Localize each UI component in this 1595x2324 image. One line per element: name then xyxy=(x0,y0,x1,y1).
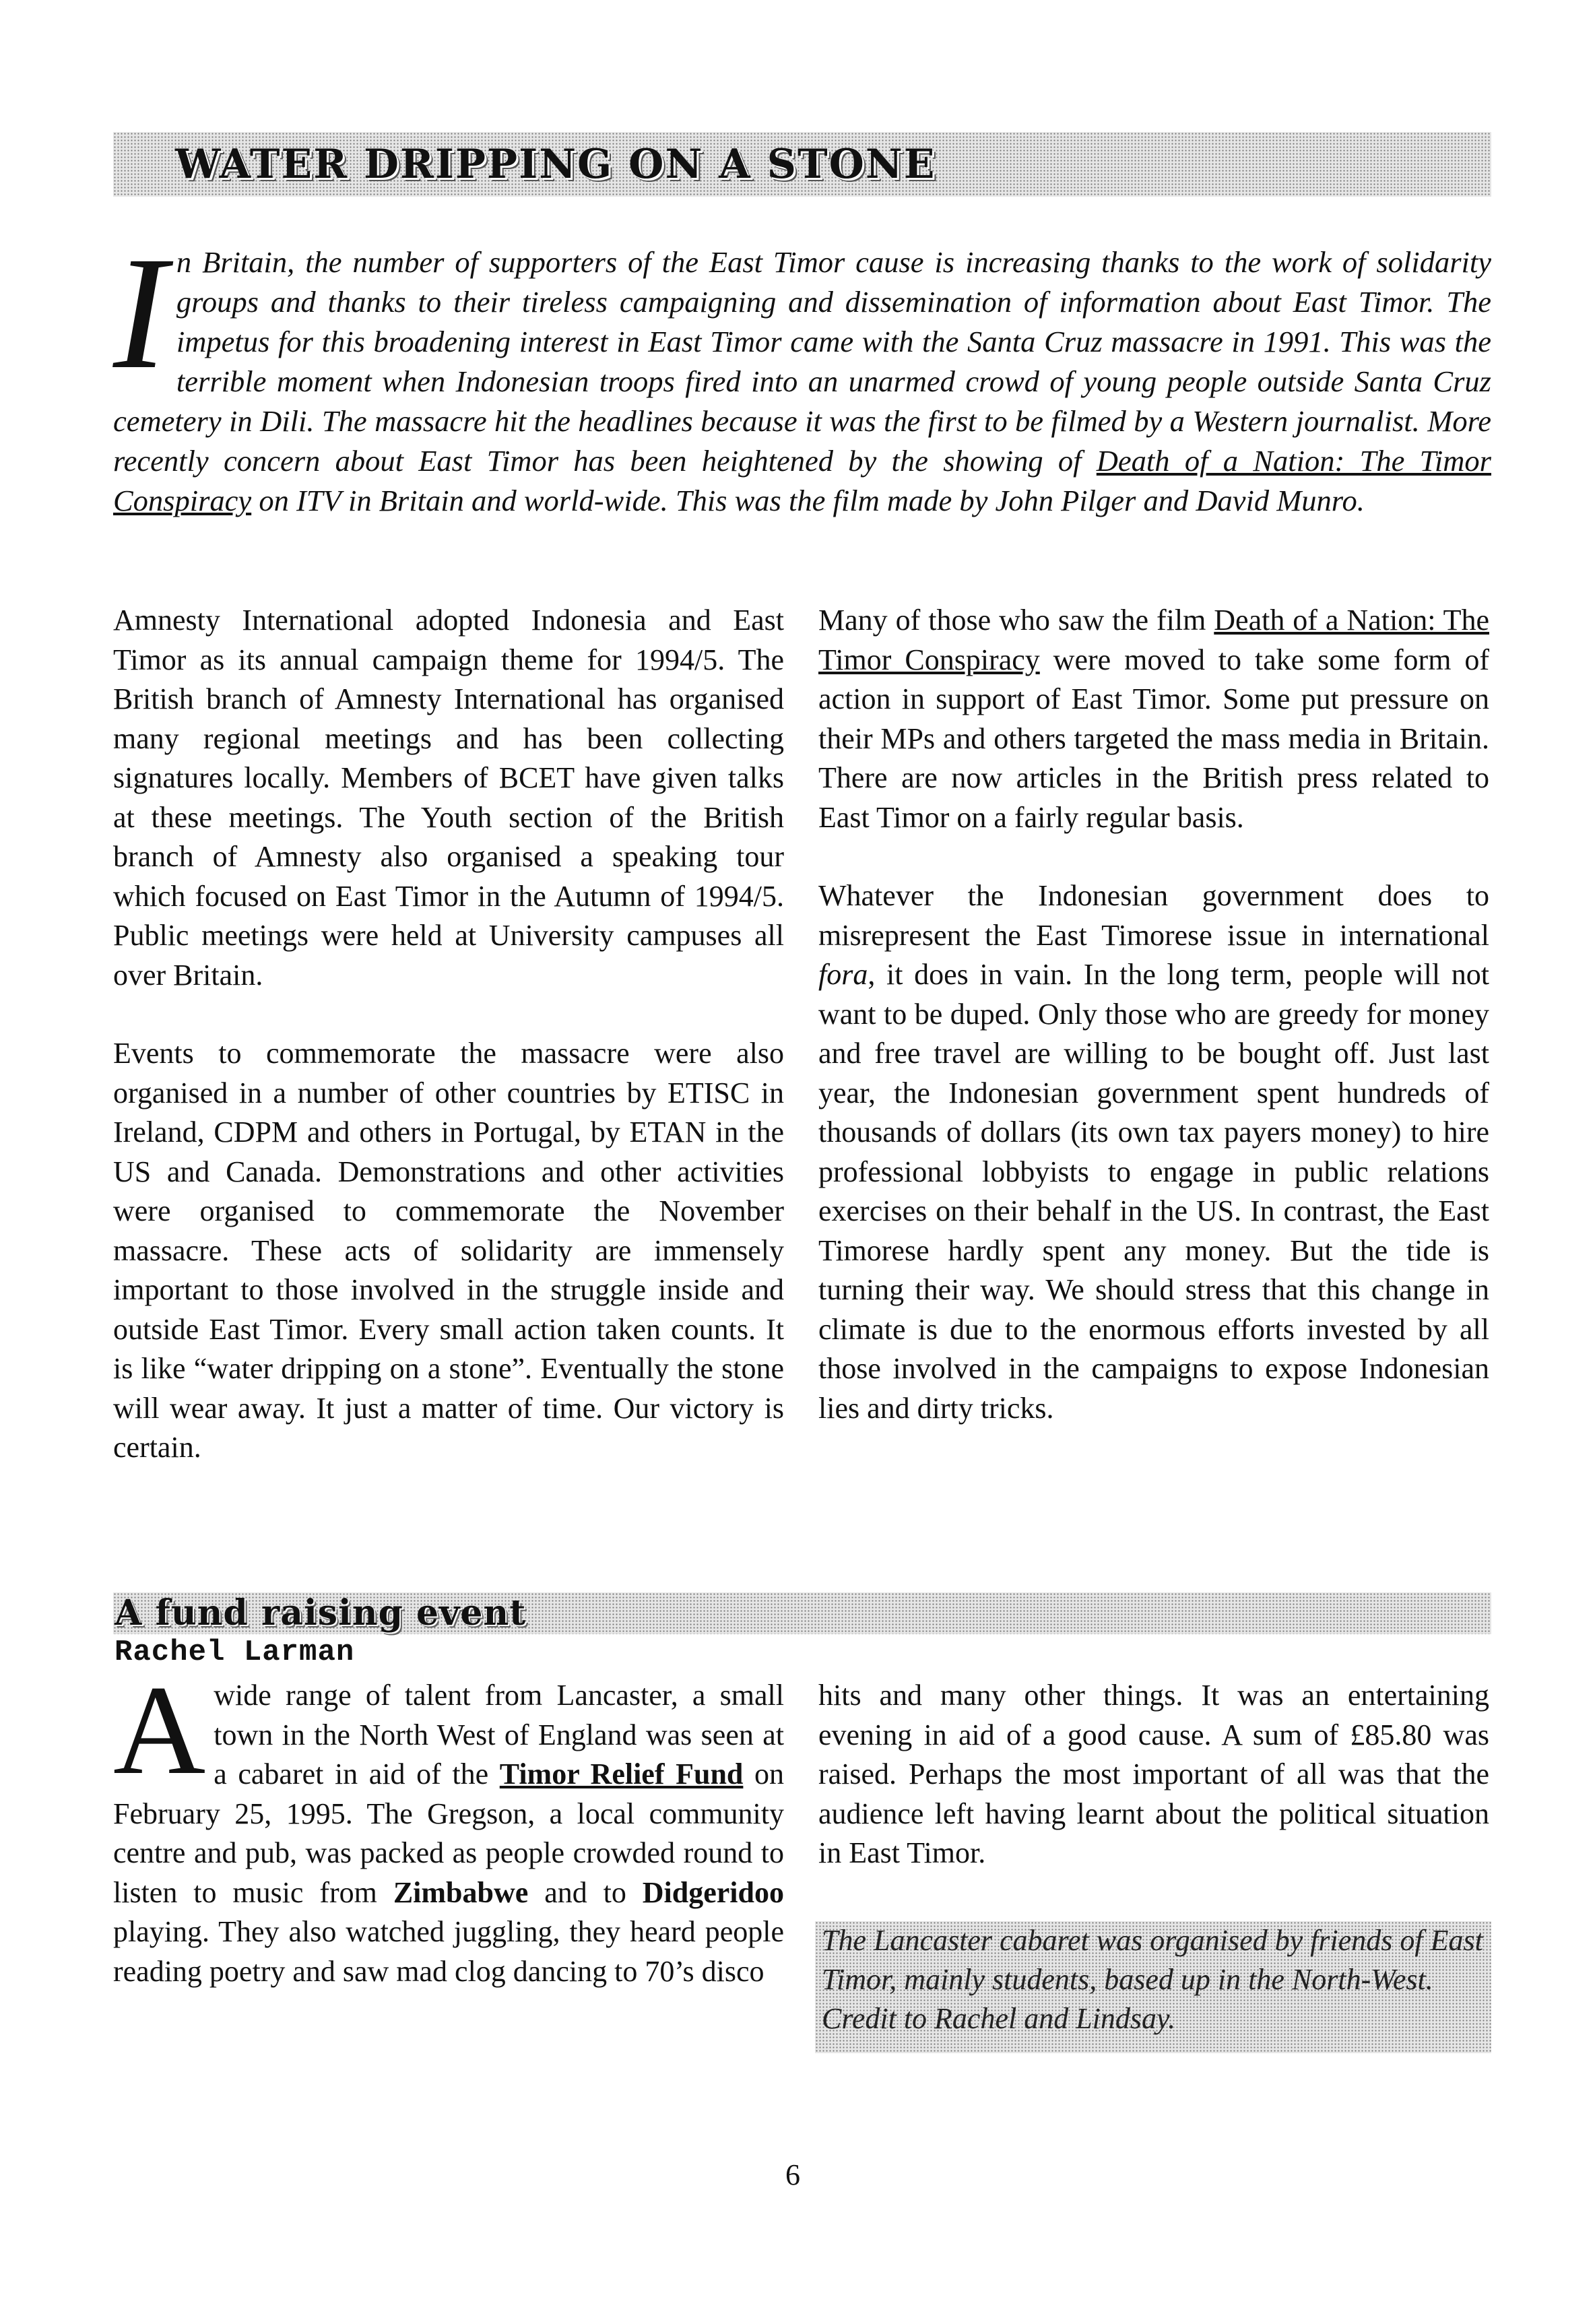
left-paragraph-1: Amnesty International adopted Indonesia and East Timor as its annual campaign theme for 1994/5. The British branch of Amnesty International has organised many regional meetings and has been collecting signatures locally. Members of BCET have given talks at these meetings. The Youth section of the British branch of Amnesty also organised a speaking tour which focused on East Timor in the Autumn of 1994/5. Public meetings were held at University campuses all over Britain. xyxy=(113,604,784,992)
callout-box xyxy=(815,1921,1491,2053)
left-paragraph-2: Events to commemorate the massacre were also organised in a number of other countries by ETISC in Ireland, CDPM and others in Portugal, by ETAN in the US and Canada. Demonstrations and other activities were organised to commemorate the November massacre. These acts of solidarity are immensely important to those involved in the struggle inside and outside East Timor. Every small action taken counts. It is like “water dripping on a stone”. Eventually the stone will wear away. It just a matter of time. Our victory is certain. xyxy=(113,1037,784,1464)
title-banner xyxy=(113,132,1491,197)
fund-dropcap: A xyxy=(113,1660,206,1801)
right-paragraph-1 xyxy=(818,601,1489,837)
right-p2-fora: fora xyxy=(818,958,868,991)
fund-right-paragraph: hits and many other things. It was an entertaining evening in aid of a good cause. A sum of £85.80 was raised. Perhaps the most important of all was that the audience left having learnt about the political situation in East Timor. xyxy=(818,1679,1489,1869)
intro-text-b: on ITV in Britain and world-wide. This was the film made by John Pilger and David Munro. xyxy=(251,484,1365,517)
right-p1-film-title: Death of a Nation: The Timor Conspiracy xyxy=(818,604,1489,676)
right-column xyxy=(818,601,1489,1467)
callout-text: The Lancaster cabaret was organised by friends of East Timor, mainly students, based up in the North-West. Credit to Rachel and Lindsay. xyxy=(822,1924,1483,2035)
fund-paragraph xyxy=(113,1660,784,1991)
section-banner xyxy=(113,1592,1491,1634)
right-p2-text-b: , it does in vain. In the long term, people will not want to be duped. Only those who are greedy for money and free travel are willing to be bought off. Just last year, the Indonesian government spent hundreds of thousands of dollars (its own tax payers money) to hire professional lobbyists to engage in public relations exercises on their behalf in the US. In contrast, the East Timorese hardly spent any money. But the tide is turning their way. We should stress that this change in climate is due to the enormous efforts invested by all those involved in the campaigns to expose Indonesian lies and dirty tricks. xyxy=(818,958,1489,1425)
fund-name: Timor Relief Fund xyxy=(499,1757,744,1790)
fund-didgeridoo: Didgeridoo xyxy=(642,1875,784,1909)
section-title: A fund raising event xyxy=(115,1592,527,1634)
page-number: 6 xyxy=(785,2158,800,2191)
fund-text-b: on February 25, 1995. The Gregson, a local community centre and pub, was packed as people crowded round to listen to music from xyxy=(113,1757,784,1909)
intro-paragraph xyxy=(113,223,1491,521)
fund-text-d: playing. They also watched juggling, they heard people reading poetry and saw mad clog dancing to 70’s disco xyxy=(113,1915,784,1988)
fund-zimbabwe: Zimbabwe xyxy=(393,1875,529,1909)
left-column xyxy=(113,601,784,1507)
byline: Rachel Larman xyxy=(115,1636,355,1669)
fund-left-column xyxy=(113,1660,784,2030)
right-p1-text-a: Many of those who saw the film xyxy=(818,604,1214,637)
intro-film-title: Death of a Nation: The Timor Conspiracy xyxy=(113,444,1491,517)
fund-right-column xyxy=(818,1676,1489,1912)
right-p2-text-a: Whatever the Indonesian government does to misrepresent the East Timorese issue in international xyxy=(818,879,1489,952)
right-p1-text-b: were moved to take some form of action in support of East Timor. Some put pressure on their MPs and others targeted the mass media in Britain. There are now articles in the British press related to East Timor on a fairly regular basis. xyxy=(818,643,1489,834)
intro-dropcap: I xyxy=(113,223,167,402)
page-title: WATER DRIPPING ON A STONE xyxy=(175,141,936,188)
fund-text-a: wide range of talent from Lancaster, a small town in the North West of England was seen at a cabaret in aid of the xyxy=(214,1679,784,1790)
intro-text-a: n Britain, the number of supporters of the East Timor cause is increasing thanks to the work of solidarity groups and thanks to their tireless campaigning and dissemination of information about East Timor. The impetus for this broadening interest in East Timor came with the Santa Cruz massacre in 1991. This was the terrible moment when Indonesian troops fired into an unarmed crowd of young people outside Santa Cruz cemetery in Dili. The massacre hit the headlines because it was the first to be filmed by a Western journalist. More recently concern about East Timor has been heightened by the showing of xyxy=(113,245,1491,478)
fund-text-c: and to xyxy=(528,1875,643,1909)
right-paragraph-2 xyxy=(818,876,1489,1428)
